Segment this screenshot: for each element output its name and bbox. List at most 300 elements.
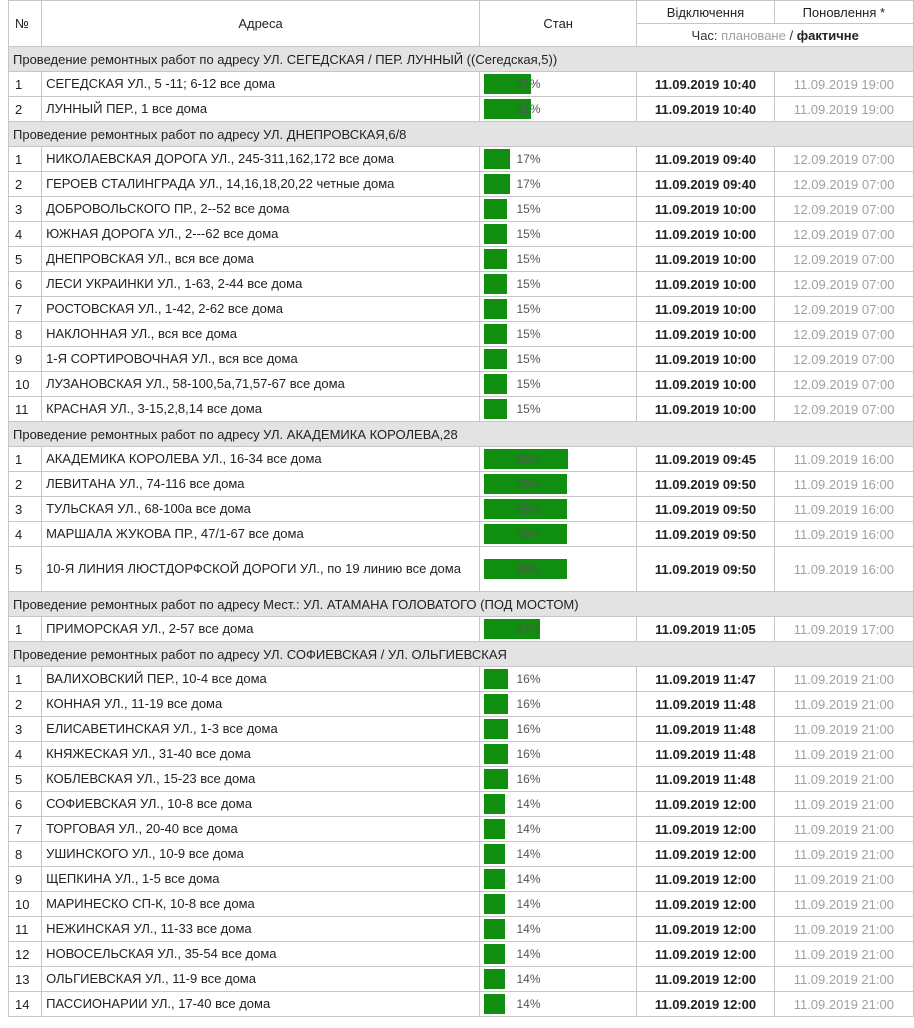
progress-bar xyxy=(484,449,632,469)
row-off-time: 11.09.2019 11:48 xyxy=(637,692,774,717)
row-off-time: 11.09.2019 12:00 xyxy=(637,867,774,892)
row-address xyxy=(42,147,480,172)
row-off-time: 11.09.2019 11:48 xyxy=(637,717,774,742)
table-row xyxy=(9,547,914,592)
row-address xyxy=(42,97,480,122)
group-header-row xyxy=(9,422,914,447)
row-off-time: 11.09.2019 09:50 xyxy=(637,472,774,497)
row-update-time: 11.09.2019 21:00 xyxy=(774,917,913,942)
table-row xyxy=(9,222,914,247)
row-status xyxy=(480,397,637,422)
row-status xyxy=(480,497,637,522)
group-title: Проведение ремонтных работ по адресу УЛ. СОФИЕВСКАЯ / УЛ. ОЛЬГИЕВСКАЯ xyxy=(9,642,914,667)
table-row xyxy=(9,397,914,422)
row-status xyxy=(480,842,637,867)
progress-bar xyxy=(484,869,632,889)
address-text: 1-Я СОРТИРОВОЧНАЯ УЛ., вся все дома xyxy=(46,351,298,366)
row-number: 10 xyxy=(9,892,42,917)
row-status xyxy=(480,322,637,347)
progress-label: 15% xyxy=(516,327,541,341)
address-text: ЮЖНАЯ ДОРОГА УЛ., 2---62 все дома xyxy=(46,226,279,241)
row-number: 12 xyxy=(9,942,42,967)
row-status xyxy=(480,942,637,967)
table-row xyxy=(9,247,914,272)
row-number: 1 xyxy=(9,72,42,97)
progress-bar xyxy=(484,224,632,244)
column-header-address: Адреса xyxy=(42,1,480,47)
row-status xyxy=(480,867,637,892)
row-address xyxy=(42,917,480,942)
time-legend-planned: плановане xyxy=(721,27,786,43)
row-off-time: 11.09.2019 09:50 xyxy=(637,522,774,547)
row-number: 6 xyxy=(9,272,42,297)
row-address xyxy=(42,472,480,497)
table-row xyxy=(9,967,914,992)
address-text: АКАДЕМИКА КОРОЛЕВА УЛ., 16-34 все дома xyxy=(46,451,322,466)
row-off-time: 11.09.2019 10:00 xyxy=(637,347,774,372)
address-text: СОФИЕВСКАЯ УЛ., 10-8 все дома xyxy=(46,796,252,811)
progress-bar xyxy=(484,719,632,739)
table-row xyxy=(9,617,914,642)
row-off-time: 11.09.2019 10:40 xyxy=(637,97,774,122)
row-status xyxy=(480,172,637,197)
address-text: ЕЛИСАВЕТИНСКАЯ УЛ., 1-3 все дома xyxy=(46,721,278,736)
row-update-time: 12.09.2019 07:00 xyxy=(774,372,913,397)
table-row xyxy=(9,322,914,347)
progress-label: 16% xyxy=(516,772,541,786)
row-status xyxy=(480,197,637,222)
table-row xyxy=(9,792,914,817)
progress-label: 17% xyxy=(516,152,541,166)
row-number: 1 xyxy=(9,667,42,692)
row-number: 1 xyxy=(9,447,42,472)
row-status xyxy=(480,717,637,742)
table-row xyxy=(9,892,914,917)
row-update-time: 11.09.2019 21:00 xyxy=(774,992,913,1017)
row-address xyxy=(42,322,480,347)
table-row xyxy=(9,497,914,522)
row-address xyxy=(42,792,480,817)
row-update-time: 11.09.2019 19:00 xyxy=(774,72,913,97)
progress-bar xyxy=(484,374,632,394)
table-row xyxy=(9,447,914,472)
row-status xyxy=(480,917,637,942)
row-status xyxy=(480,742,637,767)
row-off-time: 11.09.2019 09:40 xyxy=(637,147,774,172)
progress-label: 14% xyxy=(516,997,541,1011)
row-update-time: 11.09.2019 16:00 xyxy=(774,497,913,522)
row-update-time: 11.09.2019 16:00 xyxy=(774,447,913,472)
row-status xyxy=(480,792,637,817)
row-address xyxy=(42,522,480,547)
progress-label: 14% xyxy=(516,947,541,961)
row-number: 11 xyxy=(9,397,42,422)
row-number: 2 xyxy=(9,472,42,497)
row-update-time: 11.09.2019 21:00 xyxy=(774,867,913,892)
row-number: 5 xyxy=(9,547,42,592)
row-off-time: 11.09.2019 09:40 xyxy=(637,172,774,197)
row-address xyxy=(42,742,480,767)
row-status xyxy=(480,147,637,172)
table-row xyxy=(9,842,914,867)
row-status xyxy=(480,347,637,372)
progress-bar xyxy=(484,619,632,639)
progress-label: 55% xyxy=(516,502,541,516)
row-address xyxy=(42,222,480,247)
table-row xyxy=(9,992,914,1017)
row-update-time: 11.09.2019 16:00 xyxy=(774,522,913,547)
progress-bar xyxy=(484,669,632,689)
address-text: КНЯЖЕСКАЯ УЛ., 31-40 все дома xyxy=(46,746,251,761)
progress-label: 16% xyxy=(516,697,541,711)
row-off-time: 11.09.2019 11:05 xyxy=(637,617,774,642)
table-row xyxy=(9,942,914,967)
row-number: 9 xyxy=(9,347,42,372)
progress-bar xyxy=(484,499,632,519)
address-text: ЛУННЫЙ ПЕР., 1 все дома xyxy=(46,101,208,116)
row-update-time: 11.09.2019 21:00 xyxy=(774,742,913,767)
row-status xyxy=(480,297,637,322)
row-off-time: 11.09.2019 11:48 xyxy=(637,742,774,767)
row-off-time: 11.09.2019 11:48 xyxy=(637,767,774,792)
progress-bar xyxy=(484,744,632,764)
row-off-time: 11.09.2019 10:00 xyxy=(637,247,774,272)
row-address xyxy=(42,967,480,992)
row-off-time: 11.09.2019 12:00 xyxy=(637,842,774,867)
table-row xyxy=(9,347,914,372)
progress-bar xyxy=(484,524,632,544)
row-off-time: 11.09.2019 12:00 xyxy=(637,792,774,817)
address-text: ЩЕПКИНА УЛ., 1-5 все дома xyxy=(46,871,220,886)
row-update-time: 12.09.2019 07:00 xyxy=(774,347,913,372)
row-number: 7 xyxy=(9,297,42,322)
row-off-time: 11.09.2019 09:50 xyxy=(637,547,774,592)
table-row xyxy=(9,197,914,222)
row-address xyxy=(42,297,480,322)
row-address xyxy=(42,497,480,522)
group-title: Проведение ремонтных работ по адресу УЛ. ДНЕПРОВСКАЯ,6/8 xyxy=(9,122,914,147)
address-text: КОННАЯ УЛ., 11-19 все дома xyxy=(46,696,223,711)
column-header-off: Відключення xyxy=(637,1,774,24)
row-address xyxy=(42,992,480,1017)
progress-bar xyxy=(484,769,632,789)
table-row xyxy=(9,817,914,842)
address-text: ЛУЗАНОВСКАЯ УЛ., 58-100,5а,71,57-67 все дома xyxy=(46,376,345,391)
table-row xyxy=(9,742,914,767)
row-status xyxy=(480,667,637,692)
row-update-time: 11.09.2019 21:00 xyxy=(774,842,913,867)
group-header-row xyxy=(9,122,914,147)
progress-bar xyxy=(484,74,632,94)
row-address xyxy=(42,867,480,892)
group-header-row xyxy=(9,642,914,667)
row-status xyxy=(480,692,637,717)
row-update-time: 12.09.2019 07:00 xyxy=(774,272,913,297)
address-text: НИКОЛАЕВСКАЯ ДОРОГА УЛ., 245-311,162,172 все дома xyxy=(46,151,395,166)
progress-bar xyxy=(484,559,632,579)
progress-bar xyxy=(484,199,632,219)
progress-bar xyxy=(484,819,632,839)
address-text: КОБЛЕВСКАЯ УЛ., 15-23 все дома xyxy=(46,771,256,786)
row-address xyxy=(42,942,480,967)
address-text: ТОРГОВАЯ УЛ., 20-40 все дома xyxy=(46,821,238,836)
row-status xyxy=(480,967,637,992)
row-address xyxy=(42,717,480,742)
group-title: Проведение ремонтных работ по адресу УЛ. АКАДЕМИКА КОРОЛЕВА,28 xyxy=(9,422,914,447)
row-number: 2 xyxy=(9,172,42,197)
address-text: НОВОСЕЛЬСКАЯ УЛ., 35-54 все дома xyxy=(46,946,277,961)
row-address xyxy=(42,842,480,867)
row-off-time: 11.09.2019 12:00 xyxy=(637,892,774,917)
progress-label: 17% xyxy=(516,177,541,191)
row-update-time: 11.09.2019 17:00 xyxy=(774,617,913,642)
table-row xyxy=(9,97,914,122)
progress-bar xyxy=(484,349,632,369)
progress-label: 16% xyxy=(516,747,541,761)
progress-label: 14% xyxy=(516,847,541,861)
table-row xyxy=(9,147,914,172)
row-off-time: 11.09.2019 09:45 xyxy=(637,447,774,472)
row-off-time: 11.09.2019 12:00 xyxy=(637,967,774,992)
row-address xyxy=(42,197,480,222)
row-address xyxy=(42,172,480,197)
progress-bar xyxy=(484,919,632,939)
row-number: 8 xyxy=(9,842,42,867)
row-number: 3 xyxy=(9,717,42,742)
row-off-time: 11.09.2019 10:00 xyxy=(637,197,774,222)
address-text: МАРШАЛА ЖУКОВА ПР., 47/1-67 все дома xyxy=(46,526,304,541)
address-text: РОСТОВСКАЯ УЛ., 1-42, 2-62 все дома xyxy=(46,301,284,316)
row-update-time: 12.09.2019 07:00 xyxy=(774,222,913,247)
table-row xyxy=(9,272,914,297)
group-title: Проведение ремонтных работ по адресу Мест.: УЛ. АТАМАНА ГОЛОВАТОГО (ПОД МОСТОМ) xyxy=(9,592,914,617)
address-text: ТУЛЬСКАЯ УЛ., 68-100а все дома xyxy=(46,501,251,516)
progress-label: 15% xyxy=(516,277,541,291)
progress-label: 14% xyxy=(516,797,541,811)
group-header-row xyxy=(9,592,914,617)
progress-label: 16% xyxy=(516,722,541,736)
progress-label: 31% xyxy=(516,77,541,91)
row-off-time: 11.09.2019 12:00 xyxy=(637,817,774,842)
address-text: ЛЕВИТАНА УЛ., 74-116 все дома xyxy=(46,476,245,491)
progress-label: 15% xyxy=(516,402,541,416)
row-update-time: 11.09.2019 19:00 xyxy=(774,97,913,122)
table-row xyxy=(9,472,914,497)
progress-label: 55% xyxy=(516,477,541,491)
row-off-time: 11.09.2019 10:00 xyxy=(637,222,774,247)
progress-bar xyxy=(484,894,632,914)
row-number: 13 xyxy=(9,967,42,992)
row-status xyxy=(480,892,637,917)
row-number: 3 xyxy=(9,197,42,222)
address-text: ПРИМОРСКАЯ УЛ., 2-57 все дома xyxy=(46,621,254,636)
row-address xyxy=(42,247,480,272)
row-status xyxy=(480,522,637,547)
table-row xyxy=(9,717,914,742)
row-update-time: 12.09.2019 07:00 xyxy=(774,172,913,197)
row-status xyxy=(480,992,637,1017)
row-update-time: 11.09.2019 16:00 xyxy=(774,472,913,497)
progress-bar xyxy=(484,844,632,864)
row-address xyxy=(42,692,480,717)
progress-bar xyxy=(484,399,632,419)
row-status xyxy=(480,247,637,272)
row-update-time: 12.09.2019 07:00 xyxy=(774,322,913,347)
progress-bar xyxy=(484,944,632,964)
progress-label: 15% xyxy=(516,352,541,366)
row-number: 5 xyxy=(9,247,42,272)
progress-label: 14% xyxy=(516,897,541,911)
row-off-time: 11.09.2019 12:00 xyxy=(637,992,774,1017)
row-number: 2 xyxy=(9,692,42,717)
row-address xyxy=(42,892,480,917)
row-update-time: 11.09.2019 21:00 xyxy=(774,692,913,717)
row-address xyxy=(42,272,480,297)
table-row xyxy=(9,692,914,717)
row-status xyxy=(480,767,637,792)
progress-label: 14% xyxy=(516,922,541,936)
row-number: 6 xyxy=(9,792,42,817)
row-status xyxy=(480,97,637,122)
time-legend-actual: фактичне xyxy=(796,27,859,43)
progress-bar xyxy=(484,994,632,1014)
row-off-time: 11.09.2019 10:00 xyxy=(637,297,774,322)
row-off-time: 11.09.2019 10:40 xyxy=(637,72,774,97)
row-off-time: 11.09.2019 12:00 xyxy=(637,917,774,942)
progress-bar xyxy=(484,299,632,319)
row-address xyxy=(42,72,480,97)
row-off-time: 11.09.2019 10:00 xyxy=(637,372,774,397)
row-off-time: 11.09.2019 12:00 xyxy=(637,942,774,967)
row-number: 9 xyxy=(9,867,42,892)
row-address xyxy=(42,397,480,422)
progress-bar xyxy=(484,249,632,269)
row-status xyxy=(480,222,637,247)
row-off-time: 11.09.2019 11:47 xyxy=(637,667,774,692)
column-header-number: № xyxy=(9,1,42,47)
row-update-time: 11.09.2019 21:00 xyxy=(774,967,913,992)
table-body xyxy=(9,47,914,1017)
row-update-time: 11.09.2019 16:00 xyxy=(774,547,913,592)
row-address xyxy=(42,447,480,472)
progress-label: 15% xyxy=(516,377,541,391)
table-row xyxy=(9,867,914,892)
address-text: НЕЖИНСКАЯ УЛ., 11-33 все дома xyxy=(46,921,252,936)
row-address xyxy=(42,372,480,397)
address-text: УШИНСКОГО УЛ., 10-9 все дома xyxy=(46,846,244,861)
progress-bar xyxy=(484,324,632,344)
progress-label: 16% xyxy=(516,672,541,686)
row-address xyxy=(42,817,480,842)
progress-bar xyxy=(484,474,632,494)
address-text: СЕГЕДСКАЯ УЛ., 5 -11; 6-12 все дома xyxy=(46,76,276,91)
address-text: НАКЛОННАЯ УЛ., вся все дома xyxy=(46,326,237,341)
row-number: 3 xyxy=(9,497,42,522)
table-row xyxy=(9,522,914,547)
table-row xyxy=(9,917,914,942)
progress-label: 37% xyxy=(516,622,541,636)
row-address xyxy=(42,667,480,692)
address-text: КРАСНАЯ УЛ., 3-15,2,8,14 все дома xyxy=(46,401,262,416)
row-update-time: 12.09.2019 07:00 xyxy=(774,247,913,272)
row-number: 1 xyxy=(9,147,42,172)
row-update-time: 11.09.2019 21:00 xyxy=(774,942,913,967)
row-status xyxy=(480,272,637,297)
row-address xyxy=(42,617,480,642)
row-number: 1 xyxy=(9,617,42,642)
progress-label: 56% xyxy=(516,452,541,466)
progress-label: 15% xyxy=(516,302,541,316)
table-row xyxy=(9,172,914,197)
row-update-time: 11.09.2019 21:00 xyxy=(774,767,913,792)
address-text: ДОБРОВОЛЬСКОГО ПР., 2--52 все дома xyxy=(46,201,290,216)
column-header-update: Поновлення * xyxy=(774,1,913,24)
row-update-time: 11.09.2019 21:00 xyxy=(774,817,913,842)
address-text: ОЛЬГИЕВСКАЯ УЛ., 11-9 все дома xyxy=(46,971,256,986)
progress-label: 55% xyxy=(516,562,541,576)
row-off-time: 11.09.2019 10:00 xyxy=(637,272,774,297)
progress-label: 15% xyxy=(516,252,541,266)
table-row xyxy=(9,72,914,97)
row-address xyxy=(42,347,480,372)
row-update-time: 12.09.2019 07:00 xyxy=(774,297,913,322)
row-number: 4 xyxy=(9,222,42,247)
row-number: 10 xyxy=(9,372,42,397)
progress-bar xyxy=(484,694,632,714)
time-legend xyxy=(637,24,914,47)
table-row xyxy=(9,767,914,792)
address-text: ВАЛИХОВСКИЙ ПЕР., 10-4 все дома xyxy=(46,671,267,686)
address-text: ЛЕСИ УКРАИНКИ УЛ., 1-63, 2-44 все дома xyxy=(46,276,303,291)
row-address xyxy=(42,547,480,592)
row-status xyxy=(480,547,637,592)
table-row xyxy=(9,372,914,397)
time-legend-prefix: Час: xyxy=(691,27,718,43)
progress-label: 55% xyxy=(516,527,541,541)
group-header-row xyxy=(9,47,914,72)
row-number: 7 xyxy=(9,817,42,842)
row-number: 5 xyxy=(9,767,42,792)
row-off-time: 11.09.2019 10:00 xyxy=(637,397,774,422)
row-number: 2 xyxy=(9,97,42,122)
progress-bar xyxy=(484,174,632,194)
row-number: 14 xyxy=(9,992,42,1017)
row-update-time: 12.09.2019 07:00 xyxy=(774,197,913,222)
row-status xyxy=(480,817,637,842)
row-update-time: 12.09.2019 07:00 xyxy=(774,397,913,422)
progress-label: 15% xyxy=(516,227,541,241)
progress-bar xyxy=(484,274,632,294)
row-status xyxy=(480,372,637,397)
progress-bar xyxy=(484,969,632,989)
row-number: 8 xyxy=(9,322,42,347)
group-title: Проведение ремонтных работ по адресу УЛ. СЕГЕДСКАЯ / ПЕР. ЛУННЫЙ ((Сегедская,5)) xyxy=(9,47,914,72)
row-update-time: 11.09.2019 21:00 xyxy=(774,892,913,917)
outage-table xyxy=(8,0,914,1017)
column-header-status: Стан xyxy=(480,1,637,47)
address-text: МАРИНЕСКО СП-К, 10-8 все дома xyxy=(46,896,255,911)
table-row xyxy=(9,667,914,692)
address-text: ГЕРОЕВ СТАЛИНГРАДА УЛ., 14,16,18,20,22 четные дома xyxy=(46,176,395,191)
row-address xyxy=(42,767,480,792)
progress-bar xyxy=(484,794,632,814)
row-status xyxy=(480,72,637,97)
row-off-time: 11.09.2019 09:50 xyxy=(637,497,774,522)
table-row xyxy=(9,297,914,322)
row-number: 11 xyxy=(9,917,42,942)
progress-label: 31% xyxy=(516,102,541,116)
progress-bar xyxy=(484,149,632,169)
